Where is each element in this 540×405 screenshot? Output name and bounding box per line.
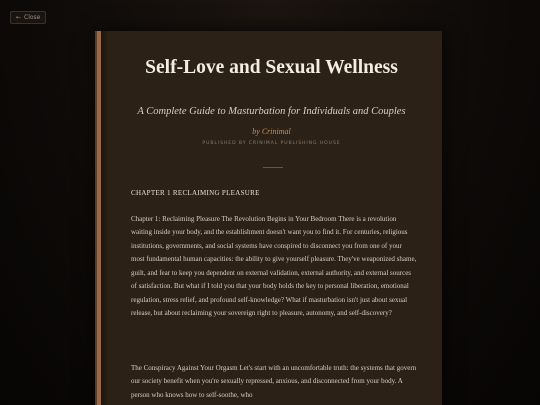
book-page[interactable] (97, 31, 442, 405)
book-subtitle: A Complete Guide to Masturbation for Individuals and Couples (137, 106, 406, 117)
close-label: Close (24, 14, 41, 21)
close-button[interactable] (10, 11, 46, 24)
chapter-heading: CHAPTER 1 RECLAIMING PLEASURE (131, 189, 260, 197)
book-publisher: PUBLISHED BY CRINIMAL PUBLISHING HOUSE (202, 141, 341, 146)
book-author: by Crinimal (252, 127, 291, 136)
body-paragraph: Chapter 1: Reclaiming Pleasure The Revolution Begins in Your Bedroom There is a revolution waiting inside your body, and the establishment doesn't want you to find it. For centuries, religious institutions, governments, and social systems have conspired to disconnect you from one of your most fundamental human capacities: the ability to give yourself pleasure. They've weaponized shame, guilt, and fear to keep you dependent on external validation, external authority, and external sources of satisfaction. But what if I told you that your body holds the key to personal liberation, emotional regulation, stress relief, and profound self-knowledge? What if masturbation isn't just about sexual release, but about reclaiming your sovereign right to pleasure, autonomy, and self-discovery? (131, 215, 417, 318)
book-title: Self-Love and Sexual Wellness (145, 57, 398, 78)
body-paragraph: The Conspiracy Against Your Orgasm Let's start with an uncomfortable truth: the systems that govern our society benefit when you're sexually repressed, anxious, and disconnected from your body. A person who knows how to self-soothe, who (131, 364, 417, 399)
title-divider (263, 167, 283, 168)
arrow-left-icon: ← (16, 14, 22, 21)
